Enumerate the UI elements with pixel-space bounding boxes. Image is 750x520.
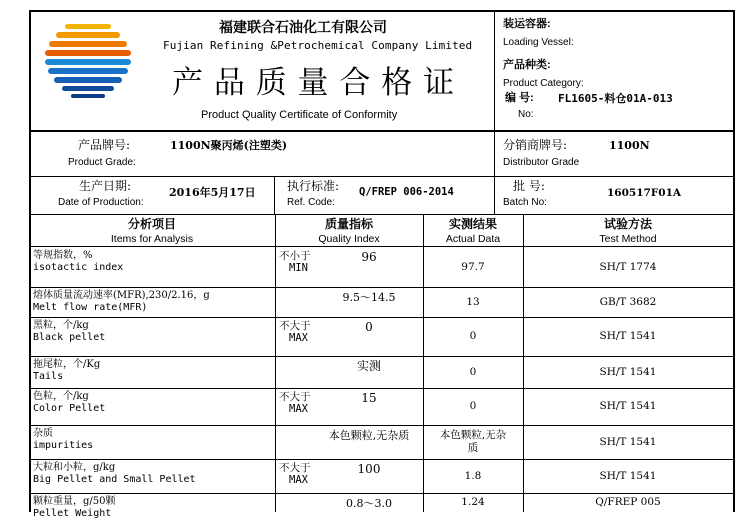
info-divider-1 bbox=[29, 176, 735, 177]
company-logo bbox=[43, 22, 133, 100]
number-label: 编 号: bbox=[505, 92, 534, 104]
production-date-label-en: Date of Production: bbox=[58, 197, 144, 208]
test-method: SH/T 1541 bbox=[599, 469, 657, 482]
certificate-title-cn: 产 品 质 量 合 格 证 bbox=[172, 65, 455, 101]
item-name-cn: 色粒，个/kg bbox=[33, 391, 89, 402]
limit-label-en: MAX bbox=[289, 332, 308, 344]
test-method: GB/T 3682 bbox=[599, 295, 657, 308]
test-method: Q/FREP 005 bbox=[595, 496, 661, 508]
frame-right bbox=[733, 10, 735, 512]
item-name-en: Melt flow rate(MFR) bbox=[33, 302, 148, 313]
limit-label-cn: 不大于 bbox=[279, 320, 311, 332]
header-quality-cn: 质量指标 bbox=[324, 216, 373, 231]
grade-label-en: Product Grade: bbox=[68, 157, 136, 168]
item-name-cn: 拖尾粒，个/Kg bbox=[33, 359, 101, 370]
test-method: SH/T 1774 bbox=[599, 260, 657, 273]
info-divider-2 bbox=[29, 214, 735, 215]
item-name-en: isotactic index bbox=[33, 262, 124, 273]
test-method: SH/T 1541 bbox=[599, 330, 657, 342]
quality-index: 100 bbox=[357, 462, 381, 476]
actual-result: 0 bbox=[469, 330, 477, 342]
header-items-en: Items for Analysis bbox=[110, 232, 194, 245]
item-name-en: impurities bbox=[33, 440, 94, 451]
header-actual-cn: 实测结果 bbox=[448, 216, 497, 231]
ref-code-value: Q/FREP 006-2014 bbox=[359, 186, 454, 198]
test-method: SH/T 1541 bbox=[599, 365, 657, 378]
limit-label-en: MIN bbox=[289, 262, 308, 274]
quality-index: 实测 bbox=[356, 359, 381, 373]
vline-header-right bbox=[494, 10, 495, 215]
loading-vessel-label-cn: 装运容器: bbox=[503, 18, 551, 30]
header-method-cn: 试验方法 bbox=[603, 216, 652, 231]
loading-vessel-label-en: Loading Vessel: bbox=[503, 37, 574, 48]
quality-index: 96 bbox=[361, 250, 377, 264]
item-name-en: Color Pellet bbox=[33, 403, 106, 414]
limit-label-cn: 不大于 bbox=[279, 391, 311, 403]
actual-result: 1.8 bbox=[464, 469, 482, 482]
item-name-cn: 颗粒重量，g/50颗 bbox=[33, 496, 116, 507]
item-name-cn: 等规指数，% bbox=[33, 250, 93, 261]
production-date-value: 2016年5月17日 bbox=[169, 186, 256, 199]
header-method-en: Test Method bbox=[599, 232, 657, 245]
item-name-en: Pellet Weight bbox=[33, 508, 112, 519]
header-divider bbox=[29, 130, 735, 132]
certificate-title-en: Product Quality Certificate of Conformity bbox=[201, 109, 398, 121]
company-name-en: Fujian Refining &Petrochemical Company Limited bbox=[163, 39, 473, 52]
certificate-sheet bbox=[29, 10, 735, 519]
limit-label-cn: 不大于 bbox=[279, 462, 311, 474]
item-name-cn: 大粒和小粒，g/kg bbox=[33, 462, 116, 473]
production-date-label-cn: 生产日期: bbox=[79, 179, 132, 193]
grade-value: 1100N聚丙烯(注塑类) bbox=[170, 139, 288, 152]
test-method: SH/T 1541 bbox=[599, 400, 657, 412]
item-name-cn: 杂质 bbox=[33, 428, 53, 439]
item-name-en: Big Pellet and Small Pellet bbox=[33, 474, 196, 485]
item-name-en: Tails bbox=[33, 371, 64, 382]
quality-index: 9.5～14.5 bbox=[342, 291, 396, 304]
header-quality-en: Quality Index bbox=[318, 232, 380, 245]
ref-code-label-cn: 执行标准: bbox=[287, 179, 340, 193]
actual-result: 0 bbox=[469, 400, 477, 412]
quality-index: 0 bbox=[365, 320, 373, 334]
ref-code-label-en: Ref. Code: bbox=[287, 197, 335, 208]
actual-result: 本色颗粒,无杂质 bbox=[439, 429, 507, 454]
quality-index: 0.8～3.0 bbox=[346, 497, 392, 510]
vline-info-mid bbox=[274, 177, 275, 215]
header-actual-en: Actual Data bbox=[445, 232, 501, 245]
number-value: FL1605-料仓01A-013 bbox=[558, 92, 673, 105]
batch-value: 160517F01A bbox=[607, 187, 682, 199]
limit-label-en: MAX bbox=[289, 403, 308, 415]
test-method: SH/T 1541 bbox=[599, 435, 657, 448]
batch-label-en: Batch No: bbox=[503, 197, 547, 208]
frame-top bbox=[29, 10, 735, 12]
number-label-en: No: bbox=[518, 109, 534, 120]
actual-result: 97.7 bbox=[461, 260, 485, 273]
distributor-grade-value: 1100N bbox=[609, 139, 650, 152]
item-name-cn: 黑粒，个/kg bbox=[33, 320, 89, 331]
limit-label-en: MAX bbox=[289, 474, 308, 486]
actual-result: 1.24 bbox=[461, 496, 485, 508]
quality-index: 15 bbox=[361, 391, 377, 405]
distributor-grade-label-cn: 分销商牌号: bbox=[503, 138, 568, 152]
frame-left bbox=[29, 10, 31, 512]
table-vline-1 bbox=[275, 215, 276, 512]
actual-result: 0 bbox=[469, 365, 477, 378]
quality-index: 本色颗粒,无杂质 bbox=[328, 429, 410, 442]
item-name-cn: 熔体质量流动速率(MFR),230/2.16，g bbox=[33, 290, 210, 301]
category-label-en: Product Category: bbox=[503, 78, 584, 89]
grade-label-cn: 产品牌号: bbox=[78, 138, 131, 152]
batch-label-cn: 批 号: bbox=[513, 179, 545, 193]
actual-result: 13 bbox=[466, 295, 480, 308]
company-name-cn: 福建联合石油化工有限公司 bbox=[219, 19, 387, 35]
category-label-cn: 产品种类: bbox=[503, 59, 551, 71]
item-name-en: Black pellet bbox=[33, 332, 106, 343]
limit-label-cn: 不小于 bbox=[279, 250, 311, 262]
distributor-grade-label-en: Distributor Grade bbox=[503, 157, 580, 168]
header-items-cn: 分析项目 bbox=[127, 216, 176, 231]
